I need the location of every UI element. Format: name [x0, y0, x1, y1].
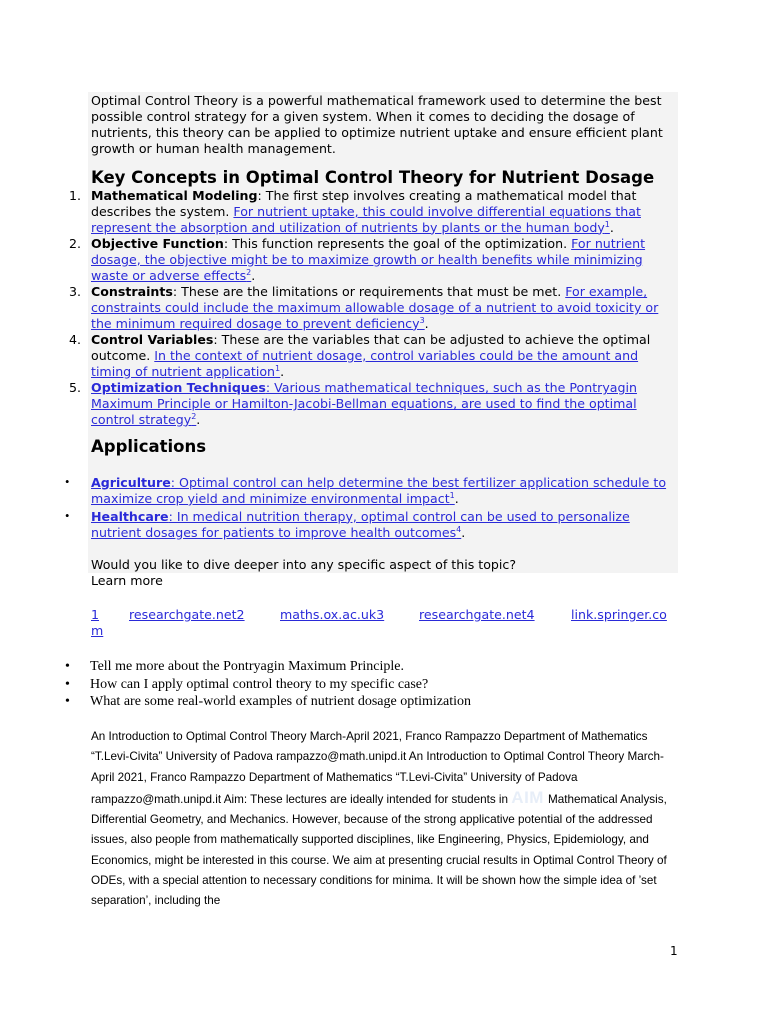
- citation-link[interactable]: Agriculture: Optimal control can help determine the best fertilizer application schedule to maximize crop yield and minimize environmental impact$^1$: [91, 475, 667, 506]
- term-separator: :: [223, 236, 233, 252]
- bullet-icon: •: [65, 694, 70, 709]
- list-item: [69, 188, 681, 236]
- intro-paragraph: Optimal Control Theory is a powerful mathematical framework used to determine the best possible control strategy for a given system. When it comes to deciding the dosage of nutrients, this theory can be applied to optimize nutrient uptake and ensure efficient plant growth or human health management.: [91, 93, 663, 156]
- source-link[interactable]: researchgate.net4: [419, 607, 535, 622]
- end-punct: .: [609, 219, 614, 235]
- concept-term: Objective Function: [91, 236, 224, 252]
- list-item: [69, 284, 681, 332]
- suggested-questions: [62, 658, 471, 711]
- source-link[interactable]: link.springer.co: [571, 607, 667, 622]
- excerpt-text: An Introduction to Optimal Control Theory March-April 2021, Franco Rampazzo Department of Mathematics “T.Levi-Civita” University of Padova rampazzo@math.unipd.it An Introduction to Optimal Control Theory March-April 2021, Franco Rampazzo Department of Mathematics “T.Levi-Civita” University of Padova rampazzo@math.unipd.it Aim: These lectures are ideally intended for students in: [91, 730, 664, 806]
- citation-link[interactable]: For example, constraints could include the maximum allowable dosage of a nutrient to avoid toxicity or the minimum required dosage to prevent deficiency$^3$: [91, 284, 659, 331]
- term-separator: :: [257, 188, 266, 203]
- item-number: 1.: [69, 188, 82, 203]
- key-concepts-list: [69, 188, 681, 428]
- concept-term: Constraints: [91, 284, 173, 300]
- list-item: [62, 509, 682, 541]
- bullet-icon: •: [65, 475, 70, 489]
- citation-link[interactable]: In the context of nutrient dosage, control variables could be the amount and timing of nutrient application$^1$: [91, 347, 639, 379]
- citation-link[interactable]: Healthcare: In medical nutrition therapy, optimal control can be used to personalize nutrient dosages for patients to improve health outcomes$^4$: [91, 508, 630, 540]
- suggestion-item[interactable]: • Tell me more about the Pontryagin Maximum Principle.: [65, 659, 404, 674]
- concept-text: These are the limitations or requirements that must be met.: [181, 284, 566, 300]
- citation-link[interactable]: For nutrient dosage, the objective might be to maximize growth or health benefits while minimizing waste or adverse effects$^2$: [91, 236, 646, 283]
- source-link[interactable]: researchgate.net2: [129, 607, 245, 622]
- term-separator: :: [172, 284, 182, 300]
- source-link[interactable]: m: [91, 623, 104, 638]
- end-punct: .: [461, 524, 466, 540]
- end-punct: .: [251, 267, 256, 283]
- aim-watermark: AIM: [511, 787, 544, 807]
- bullet-icon: •: [65, 508, 70, 523]
- suggestion-item[interactable]: • How can I apply optimal control theory to my specific case?: [65, 676, 429, 692]
- list-item: [69, 332, 681, 380]
- concept-text: This function represents the goal of the optimization.: [232, 236, 572, 252]
- source-link[interactable]: maths.ox.ac.uk3: [280, 607, 385, 622]
- list-item: [62, 475, 682, 507]
- end-punct: .: [196, 411, 201, 427]
- end-punct: .: [280, 363, 285, 379]
- item-number: 5.: [69, 380, 82, 396]
- bullet-icon: •: [65, 676, 70, 692]
- concept-term: Control Variables: [91, 332, 214, 348]
- citation-link[interactable]: Optimization Techniques: Various mathematical techniques, such as the Pontryagin Maximum Principle or Hamilton-Jacobi-Bellman equations, are used to find the optimal control strategy$^2$: [91, 380, 637, 427]
- concept-text: These are the variables that can be adjusted to achieve the optimal outcome.: [91, 332, 651, 363]
- excerpt-text: Mathematical Analysis, Differential Geometry, and Mechanics. However, because of the strong applicative potential of the addressed issues, also people from mathematically supported disciplines, like Engineering, Physics, Epidemiology, and Economics, might be interested in this course. We aim at presenting crucial results in Optimal Control Theory of ODEs, with a special attention to necessary conditions for minima. It will be shown how the simple idea of ’set separation’, including the: [91, 792, 667, 908]
- item-number: 2.: [69, 236, 82, 252]
- item-number: 4.: [69, 332, 82, 348]
- citation-link[interactable]: For nutrient uptake, this could involve differential equations that represent the absorption and utilization of nutrients by plants or the human body$^1$: [91, 203, 641, 235]
- key-concepts-heading: Key Concepts in Optimal Control Theory for Nutrient Dosage: [91, 168, 655, 187]
- source-excerpt: [91, 727, 679, 912]
- end-punct: .: [454, 490, 459, 506]
- learn-more-label: Learn more: [91, 573, 163, 588]
- list-item: [69, 380, 681, 428]
- end-punct: .: [424, 315, 429, 331]
- term-separator: :: [213, 332, 222, 348]
- list-item: [69, 236, 681, 284]
- applications-list: [62, 475, 682, 543]
- item-number: 3.: [69, 284, 82, 300]
- concept-term: Mathematical Modeling: [91, 188, 258, 203]
- applications-heading: Applications: [91, 437, 207, 456]
- suggestion-item[interactable]: • What are some real-world examples of nutrient dosage optimization: [65, 694, 471, 709]
- source-link[interactable]: 1: [91, 607, 100, 622]
- concept-text: The first step involves creating a mathematical model that describes the system.: [91, 188, 637, 219]
- bullet-icon: •: [65, 659, 70, 674]
- follow-up-question: Would you like to dive deeper into any specific aspect of this topic?: [91, 557, 517, 572]
- page-number: 1: [670, 944, 678, 958]
